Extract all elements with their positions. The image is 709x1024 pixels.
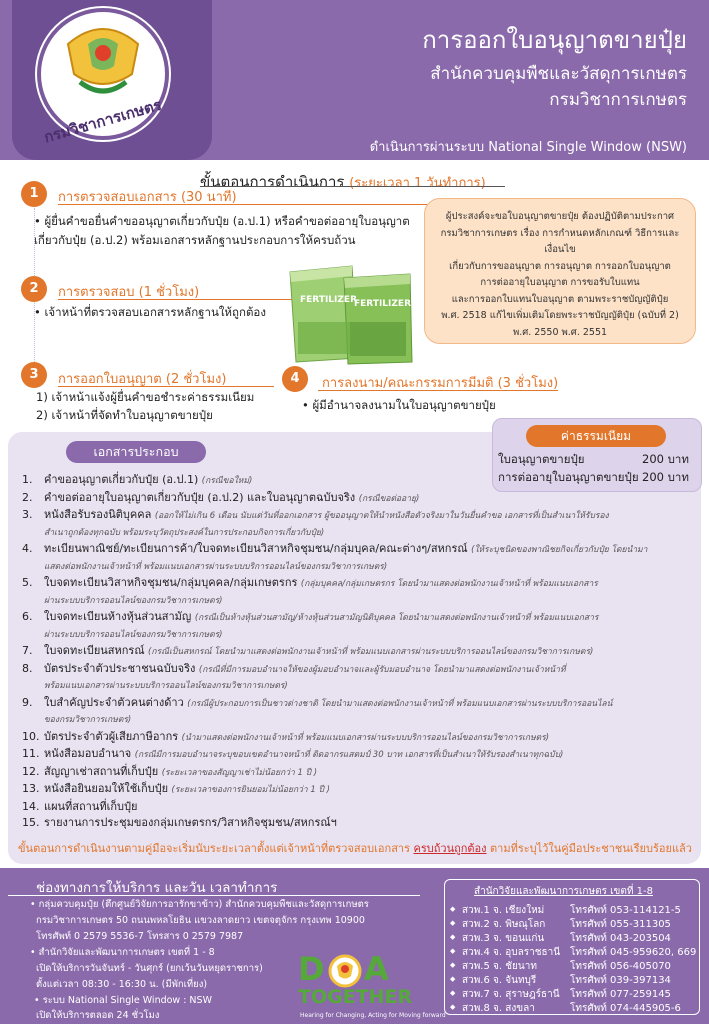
item-note-cont: ของกรมวิชาการเกษตร) [44, 715, 132, 725]
note-line: ผู้ประสงค์จะขอใบอนุญาตขายปุ๋ย ต้องปฏิบัติตามประกาศ [445, 211, 675, 222]
item-note-cont: ผ่านระบบบริการออนไลน์ของกรมวิชาการเกษตร) [44, 595, 223, 606]
item-note: (กรณีมีการมอบอำนาจระบุขอบเขตอำนาจหน้าที่ ติดอากรแสตมป์ 30 บาท เอกสารที่เป็นสำเนาให้รับรองสำเนาทุกฉบับ) [134, 750, 564, 760]
channels-title-underline [8, 895, 420, 896]
item-text: หนังสือยินยอมให้ใช้เก็บปุ๋ย [44, 782, 169, 795]
item-text: คำขอต่ออายุใบอนุญาตเกี่ยวกับปุ๋ย (อ.ป.2) และใบอนุญาตฉบับจริง [44, 490, 356, 504]
item-note-cont: ผ่านระบบบริการออนไลน์ของกรมวิชาการเกษตร) [44, 629, 223, 640]
item-note-cont: สำเนาถูกต้องทุกฉบับ พร้อมระบุวัตถุประสงค์ในการประกอบกิจการเกี่ยวกับปุ๋ย) [44, 527, 325, 538]
item-number: 8. [22, 661, 33, 675]
item-text: ใบจดทะเบียนสหกรณ์ [44, 644, 145, 657]
timing-note [10, 839, 700, 857]
step-1-text-1: • ผู้ยื่นคำขอยื่นคำขออนุญาตเกี่ยวกับปุ๋ย (อ.ป.1) หรือคำขอต่ออายุใบอนุญาต [34, 214, 410, 228]
item-note: (นำมาแสดงต่อพนักงานเจ้าหน้าที่ พร้อมแนบเอกสารผ่านระบบบริการออนไลน์ของกรมวิชาการเกษตร) [181, 732, 550, 743]
diamond-bullet-icon: ◆ [450, 961, 456, 969]
item-note: (กลุ่มบุคคล/กลุ่มเกษตรกร โดยนำมาแสดงต่อพนักงานเจ้าหน้าที่ พร้อมแนบเอกสาร [300, 579, 598, 589]
item-text: หนังสือมอบอำนาจ [44, 747, 132, 760]
item-text: บัตรประจำตัวผู้เสียภาษีอากร [44, 729, 179, 743]
list-item [22, 490, 692, 508]
step-1-line [58, 204, 428, 205]
item-note: (ระยะเวลาของสัญญาเช่าไม่น้อยกว่า 1 ปี ) [161, 767, 318, 778]
step-4-text-1: • ผู้มีอำนาจลงนามในใบอนุญาตขายปุ๋ย [302, 398, 496, 412]
diamond-bullet-icon: ◆ [450, 919, 456, 927]
step-2-line [58, 299, 298, 300]
channels-title: ช่องทางการให้บริการ และวัน เวลาทำการ [36, 880, 278, 896]
process-title-text: ขั้นตอนการดำเนินการ [200, 173, 345, 191]
note-line: และการออกใบแทนใบอนุญาต ตามพระราชบัญญัติปุ๋ย [451, 293, 669, 305]
fee-amount: 200 บาท [642, 470, 689, 484]
step-4-title: การลงนาม/คณะกรรมการมีมติ (3 ชั่วโมง) [322, 376, 559, 391]
process-title-underline [200, 186, 505, 187]
item-number: 7. [22, 644, 33, 657]
diamond-bullet-icon: ◆ [450, 933, 456, 941]
doa-logo [28, 4, 178, 154]
regional-offices-title: สำนักวิจัยและพัฒนาการเกษตร เขตที่ 1-8 [474, 886, 653, 897]
diamond-bullet-icon: ◆ [450, 905, 456, 913]
item-number: 4. [22, 542, 33, 555]
doa-tagline: Hearing for Changing, Acting for Moving forward [300, 1012, 446, 1019]
fees-title: ค่าธรรมเนียม [526, 425, 666, 447]
list-item [22, 643, 692, 661]
fee-item: การต่ออายุใบอนุญาตขายปุ๋ย [498, 470, 639, 484]
item-number: 1. [22, 473, 33, 486]
diamond-bullet-icon: ◆ [450, 989, 456, 997]
note-line: เกี่ยวกับการขออนุญาต การอนุญาต การออกใบอนุญาต [449, 260, 671, 272]
item-text: รายงานการประชุมของกลุ่มเกษตรกร/วิสาหกิจชุมชน/สหกรณ์ฯ [44, 816, 337, 829]
channel-line: กรมวิชาการเกษตร 50 ถนนพหลโยธิน แขวงลาดยาว เขตจตุจักร กรุงเทพ 10900 [36, 915, 365, 926]
item-note-cont: แสดงต่อพนักงานเจ้าหน้าที่ พร้อมแนบเอกสารผ่านระบบบริการออนไลน์ของกรมวิชาการเกษตร) [44, 561, 388, 572]
channel-line: เปิดให้บริการตลอด 24 ชั่วโมง [36, 1010, 160, 1021]
step-3-text-2: 2) เจ้าหน้าที่จัดทำใบอนุญาตขายปุ๋ย [36, 408, 213, 422]
fee-amount: 200 บาท [642, 452, 689, 466]
step-4-line [318, 390, 558, 391]
step-1-text-2: เกี่ยวกับปุ๋ย (อ.ป.2) พร้อมเอกสารหลักฐานประกอบการให้ครบถ้วน [34, 233, 356, 247]
step-1-title: การตรวจสอบเอกสาร (30 นาที) [58, 190, 237, 205]
item-note: (กรณีขอใหม่) [201, 476, 253, 486]
note-line: การต่ออายุใบอนุญาต การขอรับใบแทน [480, 277, 640, 288]
note-line: กรมวิชาการเกษตร เรื่อง การกำหนดหลักเกณฑ์ วิธีการและเงื่อนไข [440, 227, 680, 255]
list-item [22, 746, 692, 764]
step-2-title: การตรวจสอบ (1 ชั่วโมง) [58, 285, 200, 300]
item-note: (กรณีผู้ประกอบการเป็นชาวต่างชาติ โดยนำมาแสดงต่อพนักงานเจ้าหน้าที่ พร้อมแนบเอกสารผ่านระบบบริการออนไลน์ [187, 698, 613, 709]
list-item [22, 507, 692, 541]
step-3-text-1: 1) เจ้าหน้าแจ้งผู้ยื่นคำขอชำระค่าธรรมเนียม [36, 390, 255, 404]
item-number: 13. [22, 782, 40, 795]
diamond-bullet-icon: ◆ [450, 975, 456, 983]
step-2-number: 2 [21, 276, 47, 302]
item-note: (ระยะเวลาของการยินยอมไม่น้อยกว่า 1 ปี ) [171, 785, 330, 795]
item-text: คำขออนุญาตเกี่ยวกับปุ๋ย (อ.ป.1) [44, 473, 199, 486]
item-text: หนังสือรับรองนิติบุคคล [44, 508, 152, 521]
note-line: พ.ศ. 2550 พ.ศ. 2551 [512, 326, 608, 338]
list-item [22, 764, 692, 782]
item-note-cont: พร้อมแนบเอกสารผ่านระบบบริการออนไลน์ของกรมวิชาการเกษตร) [44, 681, 288, 691]
list-item [22, 541, 692, 575]
nsw-line: ดำเนินการผ่านระบบ National Single Window (NSW) [369, 140, 687, 155]
department-name: กรมวิชาการเกษตร [549, 90, 687, 110]
list-item [22, 729, 692, 747]
page-title: การออกใบอนุญาตขายปุ๋ย [422, 26, 687, 54]
fertilizer-label: FERTILIZER [354, 299, 411, 309]
item-text: ใบสำคัญประจำตัวคนต่างด้าว [44, 695, 184, 709]
process-title [200, 170, 486, 194]
list-item [22, 799, 692, 816]
fertilizer-label: FERTILIZER [300, 295, 357, 305]
timing-note-emphasis: ครบถ้วนถูกต้อง [413, 842, 487, 855]
list-item [22, 575, 692, 609]
channel-line: ตั้งแต่เวลา 08:30 - 16:30 น. (มีพักเที่ยง) [36, 979, 208, 990]
item-note: (กรณีที่มีการมอบอำนาจให้ของผู้มอบอำนาจและผู้รับมอบอำนาจ โดยนำมาแสดงต่อพนักงานเจ้าหน้าที่ [198, 664, 566, 675]
item-number: 9. [22, 695, 33, 709]
step-2-text-1: • เจ้าหน้าที่ตรวจสอบเอกสารหลักฐานให้ถูกต้อง [34, 305, 266, 319]
step-1-number: 1 [21, 181, 47, 207]
item-number: 14. [22, 799, 40, 813]
channel-line: เปิดให้บริการวันจันทร์ - วันศุกร์ (ยกเว้นวันหยุดราชการ) [36, 963, 263, 974]
item-note: (ออกให้ไม่เกิน 6 เดือน นับแต่วันที่ออกเอกสาร ผู้ขออนุญาตให้นำหนังสือตัวจริงมาในวันยื่นคำขอ เอกสารที่เป็นสำเนาให้รับรอง [154, 511, 609, 521]
diamond-bullet-icon: ◆ [450, 1003, 456, 1011]
item-number: 3. [22, 508, 33, 521]
item-text: ใบจดทะเบียนวิสาหกิจชุมชน/กลุ่มบุคคล/กลุ่มเกษตรกร [44, 576, 298, 589]
doa-logo-together: TOGETHER [298, 986, 413, 1008]
item-number: 15. [22, 816, 40, 829]
channel-line: • ระบบ National Single Window : NSW [34, 995, 212, 1006]
channel-line: • กลุ่มควบคุมปุ๋ย (ตึกศูนย์วิจัยการอารักขาข้าว) สำนักควบคุมพืชและวัสดุการเกษตร [30, 899, 369, 910]
documents-list [22, 472, 692, 832]
item-text: ทะเบียนพาณิชย์/ทะเบียนการค้า/ใบจดทะเบียนวิสาหกิจชุมชน/กลุ่มบุคล/คณะต่างๆ/สหกรณ์ [44, 542, 468, 555]
regulation-note [424, 198, 696, 344]
item-number: 11. [22, 747, 40, 760]
list-item [22, 661, 692, 695]
item-note: (กรณีเป็นสหกรณ์ โดยนำมาแสดงต่อพนักงานเจ้าหน้าที่ พร้อมแนบเอกสารผ่านระบบบริการออนไลน์ของกรมวิชาการเกษตร) [148, 647, 594, 657]
item-number: 12. [22, 764, 40, 778]
svg-text:กรมวิชาการเกษตร: กรมวิชาการเกษตร [41, 95, 164, 147]
diamond-bullet-icon: ◆ [450, 947, 456, 955]
channel-line: โทรศัพท์ 0 2579 5536-7 โทรสาร 0 2579 7987 [36, 931, 244, 942]
timing-note-after: ตามที่ระบุไว้ในคู่มือประชาชนเรียบร้อยแล้ว [486, 842, 692, 855]
fertilizer-bags-illustration [286, 262, 416, 370]
note-line: พ.ศ. 2518 แก้ไขเพิ่มเติมโดยพระราชบัญญัติปุ๋ย (ฉบับที่ 2) [441, 310, 679, 321]
timing-note-before: ขั้นตอนการดำเนินงานตามคู่มือจะเริ่มนับระยะเวลาตั้งแต่เจ้าหน้าที่ตรวจสอบเอกสาร [18, 842, 414, 855]
item-text: ใบจดทะเบียนห้างหุ้นส่วนสามัญ [44, 610, 192, 623]
doa-logo-a: A [364, 950, 389, 988]
item-number: 10. [22, 729, 40, 743]
item-number: 6. [22, 610, 33, 623]
channel-line: • สำนักวิจัยและพัฒนาการเกษตร เขตที่ 1 - 8 [30, 947, 215, 958]
list-item [22, 472, 692, 490]
item-number: 2. [22, 490, 33, 504]
list-item [22, 609, 692, 643]
item-text: แผนที่สถานที่เก็บปุ๋ย [44, 799, 138, 813]
item-number: 5. [22, 576, 33, 589]
step-3-number: 3 [21, 362, 47, 388]
doa-logo-d: D [298, 950, 325, 988]
step-4-number: 4 [282, 366, 308, 392]
office-name: สำนักควบคุมพืชและวัสดุการเกษตร [430, 64, 687, 84]
list-item [22, 695, 692, 729]
step-3-title: การออกใบอนุญาต (2 ชั่วโมง) [58, 372, 227, 387]
item-note: (กรณีขอต่ออายุ) [358, 493, 420, 504]
step-3-line [58, 386, 274, 387]
item-text: บัตรประจำตัวประชาชนฉบับจริง [44, 661, 196, 675]
list-item [22, 815, 692, 832]
item-note: (ให้ระบุชนิดของพาณิชยกิจเกี่ยวกับปุ๋ย โดยนำมา [471, 545, 648, 555]
fee-item: ใบอนุญาตขายปุ๋ย [498, 452, 585, 466]
item-text: สัญญาเช่าสถานที่เก็บปุ๋ย [44, 764, 159, 778]
list-item [22, 781, 692, 799]
item-note: (กรณีเป็นห้างหุ้นส่วนสามัญ/ห้างหุ้นส่วนสามัญนิติบุคคล โดยนำมาแสดงต่อพนักงานเจ้าหน้าที่ พร้อมแนบเอกสาร [194, 613, 599, 623]
process-duration: (ระยะเวลา 1 วันทำการ) [349, 176, 486, 191]
documents-title: เอกสารประกอบ [66, 441, 206, 463]
